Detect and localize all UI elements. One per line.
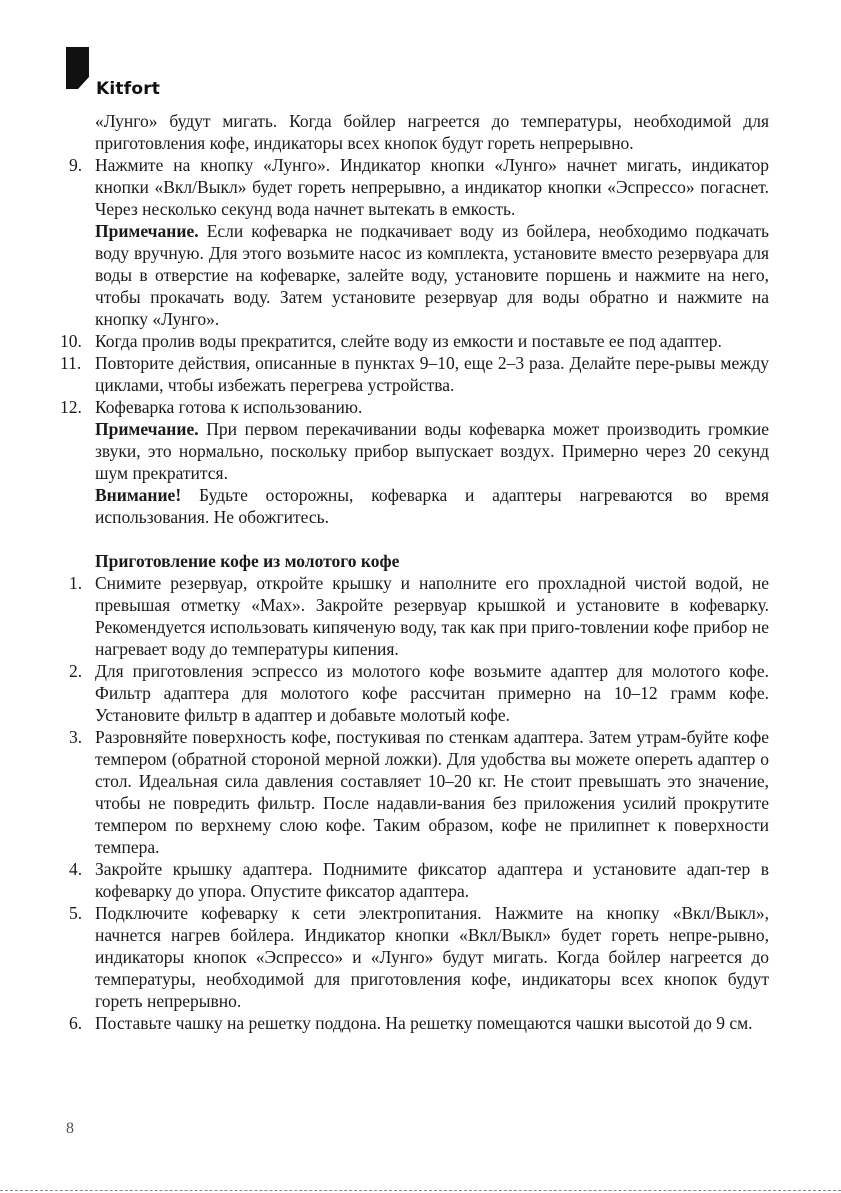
item-text: Для приготовления эспрессо из молотого кофе возьмите адаптер для молотого кофе. Фильтр адаптера для молотого кофе рассчитан примерно на 10–12 грамм кофе. Установите фильтр в адаптер и добавьте молотый кофе.	[95, 661, 769, 725]
list-item	[69, 902, 769, 1012]
warning-label: Внимание!	[95, 485, 182, 505]
note-label: Примечание.	[95, 419, 199, 439]
brand-logo	[66, 47, 161, 99]
warning-text: Будьте осторожны, кофеварка и адаптеры нагреваются во время использования. Не обожгитесь.	[95, 485, 770, 527]
list-item	[69, 1012, 769, 1034]
note-paragraph	[69, 220, 769, 330]
page-bottom-divider	[0, 1190, 841, 1192]
note-text: Если кофеварка не подкачивает воду из бойлера, необходимо подкачать воду вручную. Для этого возьмите насос из комплекта, установите вместо резервуара для воды в отверстие на кофеварке, залейте воду, установите поршень и нажмите на него, чтобы прокачать воду. Затем установите резервуар для воды обратно и нажмите на кнопку «Лунго».	[95, 221, 769, 329]
brand-name: Kitfort	[96, 79, 161, 99]
item-text: Закройте крышку адаптера. Поднимите фиксатор адаптера и установите адап-тер в кофеварку до упора. Опустите фиксатор адаптера.	[95, 859, 769, 901]
note-label: Примечание.	[95, 221, 199, 241]
item-text: Кофеварка готова к использованию.	[95, 397, 363, 417]
warning-paragraph	[69, 484, 769, 528]
item-number: 3.	[69, 727, 83, 747]
list-item	[69, 660, 769, 726]
list-item	[60, 330, 769, 352]
item-text: Разровняйте поверхность кофе, постукивая по стенкам адаптера. Затем утрам-буйте кофе темпером (обратной стороной мерной ложки). Для удобства вы можете опереть адаптер о стол. Идеальная сила давления составляет 10–20 кг. Не стоит превышать это значение, чтобы не повредить фильтр. После надавли-вания без приложения усилий прокрутите темпером по верхнему слою кофе. Таким образом, кофе не прилипнет к поверхности темпера.	[95, 727, 769, 857]
list-item	[69, 154, 769, 220]
item-number: 5.	[69, 903, 83, 923]
item-number: 11.	[60, 353, 82, 373]
continued-paragraph: «Лунго» будут мигать. Когда бойлер нагреется до температуры, необходимой для приготовления кофе, индикаторы всех кнопок будут гореть непрерывно.	[95, 111, 769, 153]
item-text: Нажмите на кнопку «Лунго». Индикатор кнопки «Лунго» начнет мигать, индикатор кнопки «Вкл/Выкл» будет гореть непрерывно, а индикатор кнопки «Эспрессо» погаснет. Через несколько секунд вода начнет вытекать в емкость.	[95, 155, 769, 219]
list-item	[69, 726, 769, 858]
instructions-body	[60, 110, 770, 1034]
item-text: Когда пролив воды прекратится, слейте воду из емкости и поставьте ее под адаптер.	[95, 331, 722, 351]
item-number: 2.	[69, 661, 83, 681]
item-number: 1.	[69, 573, 83, 593]
note-text: При первом перекачивании воды кофеварка может производить громкие звуки, это нормально, поскольку прибор выпускает воздух. Примерно через 20 секунд шум прекратится.	[95, 419, 769, 483]
item-number: 12.	[60, 397, 82, 417]
item-number: 6.	[69, 1013, 83, 1033]
list-item	[60, 396, 769, 418]
kitfort-logo-icon	[66, 47, 89, 89]
note-paragraph	[69, 418, 769, 484]
item-number: 10.	[60, 331, 82, 351]
item-number: 9.	[69, 155, 83, 175]
item-text: Снимите резервуар, откройте крышку и наполните его прохладной чистой водой, не превышая отметку «Max». Закройте резервуар крышкой и установите в кофеварку. Рекомендуется использовать кипяченую воду, так как при приго-товлении кофе прибор не нагревает воду до температуры кипения.	[95, 573, 769, 659]
item-text: Поставьте чашку на решетку поддона. На решетку помещаются чашки высотой до 9 см.	[95, 1013, 753, 1033]
item-number: 4.	[69, 859, 83, 879]
item-text: Повторите действия, описанные в пунктах 9–10, еще 2–3 раза. Делайте пере-рывы между циклами, чтобы избежать перегрева устройства.	[95, 353, 769, 395]
item-text: Подключите кофеварку к сети электропитания. Нажмите на кнопку «Вкл/Выкл», начнется нагрев бойлера. Индикатор кнопки «Вкл/Выкл» будет гореть непре-рывно, индикаторы кнопок «Эспрессо» и «Лунго» будут мигать. Когда бойлер нагреется до температуры, необходимой для приготовления кофе, индикаторы всех кнопок будут гореть непрерывно.	[95, 903, 769, 1011]
list-item	[69, 858, 769, 902]
list-item	[69, 572, 769, 660]
list-item	[60, 352, 769, 396]
page-number: 8	[66, 1120, 74, 1137]
section-heading: Приготовление кофе из молотого кофе	[95, 551, 400, 571]
